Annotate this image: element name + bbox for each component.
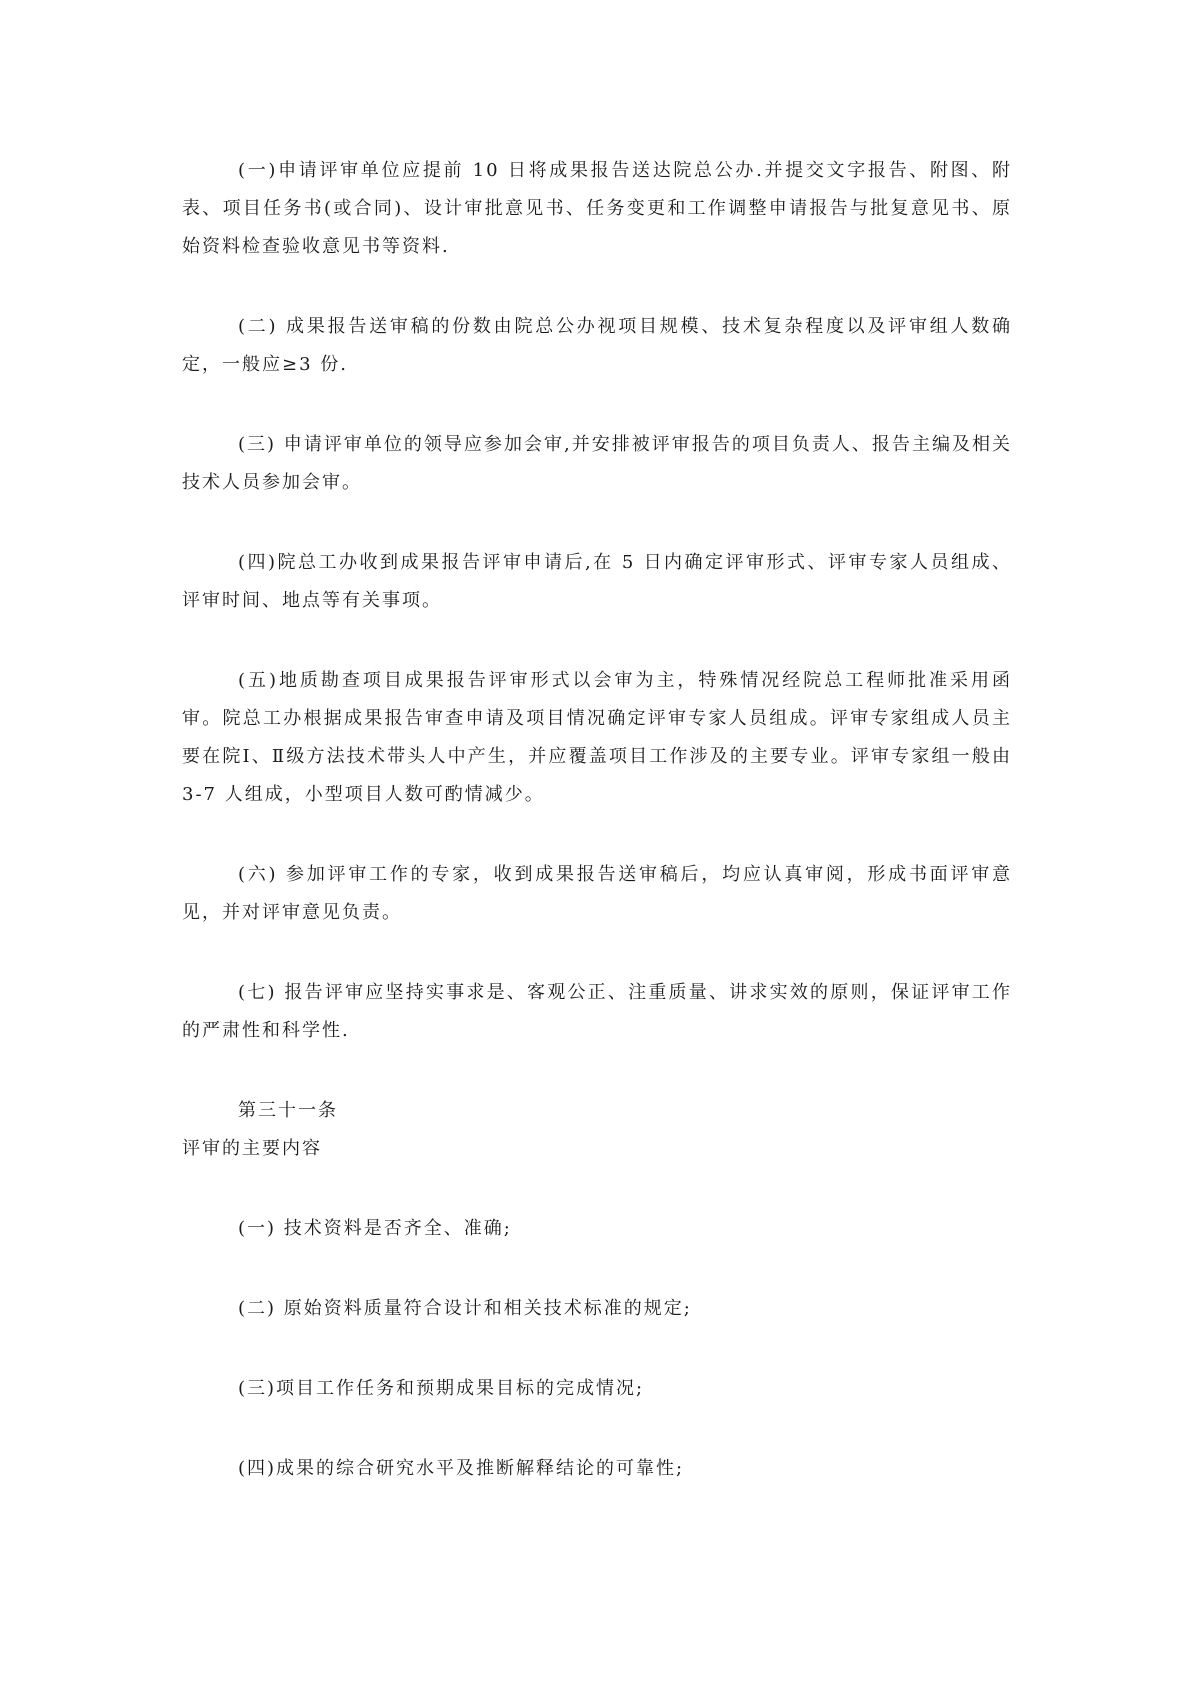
paragraph-review-content-1: (一) 技术资料是否齐全、准确; [238,1218,512,1239]
paragraph-review-procedure-4: (四)院总工办收到成果报告评审申请后,在 5 日内确定评审形式、评审专家人员组成、评审时间、地点等有关事项。 [182,552,1012,611]
document-body [182,152,1012,1488]
paragraph-review-content-2: (二) 原始资料质量符合设计和相关技术标准的规定; [238,1298,692,1319]
article-title: 第三十一条 [238,1100,338,1121]
paragraph-review-content-3: (三)项目工作任务和预期成果目标的完成情况; [238,1378,645,1399]
article-subtitle: 评审的主要内容 [182,1138,322,1159]
paragraph-review-procedure-5: (五)地质勘查项目成果报告评审形式以会审为主，特殊情况经院总工程师批准采用函审。院总工办根据成果报告审查申请及项目情况确定评审专家人员组成。评审专家组成人员主要在院Ⅰ、Ⅱ级方法技术带头人中产生，并应覆盖项目工作涉及的主要专业。评审专家组一般由 3-7 人组成，小型项目人数可酌情减少。 [182,670,1012,805]
paragraph-review-procedure-7: (七) 报告评审应坚持实事求是、客观公正、注重质量、讲求实效的原则，保证评审工作的严肃性和科学性. [182,982,1012,1041]
paragraph-review-content-4: (四)成果的综合研究水平及推断解释结论的可靠性; [238,1458,685,1479]
paragraph-review-procedure-1: (一)申请评审单位应提前 10 日将成果报告送达院总公办.并提交文字报告、附图、附表、项目任务书(或合同)、设计审批意见书、任务变更和工作调整申请报告与批复意见书、原始资料检查验收意见书等资料. [182,160,1012,257]
paragraph-review-procedure-6: (六) 参加评审工作的专家，收到成果报告送审稿后，均应认真审阅，形成书面评审意见，并对评审意见负责。 [182,864,1012,923]
paragraph-review-procedure-2: (二) 成果报告送审稿的份数由院总公办视项目规模、技术复杂程度以及评审组人数确定，一般应≥3 份. [182,316,1012,375]
paragraph-review-procedure-3: (三) 申请评审单位的领导应参加会审,并安排被评审报告的项目负责人、报告主编及相关技术人员参加会审。 [182,434,1012,493]
